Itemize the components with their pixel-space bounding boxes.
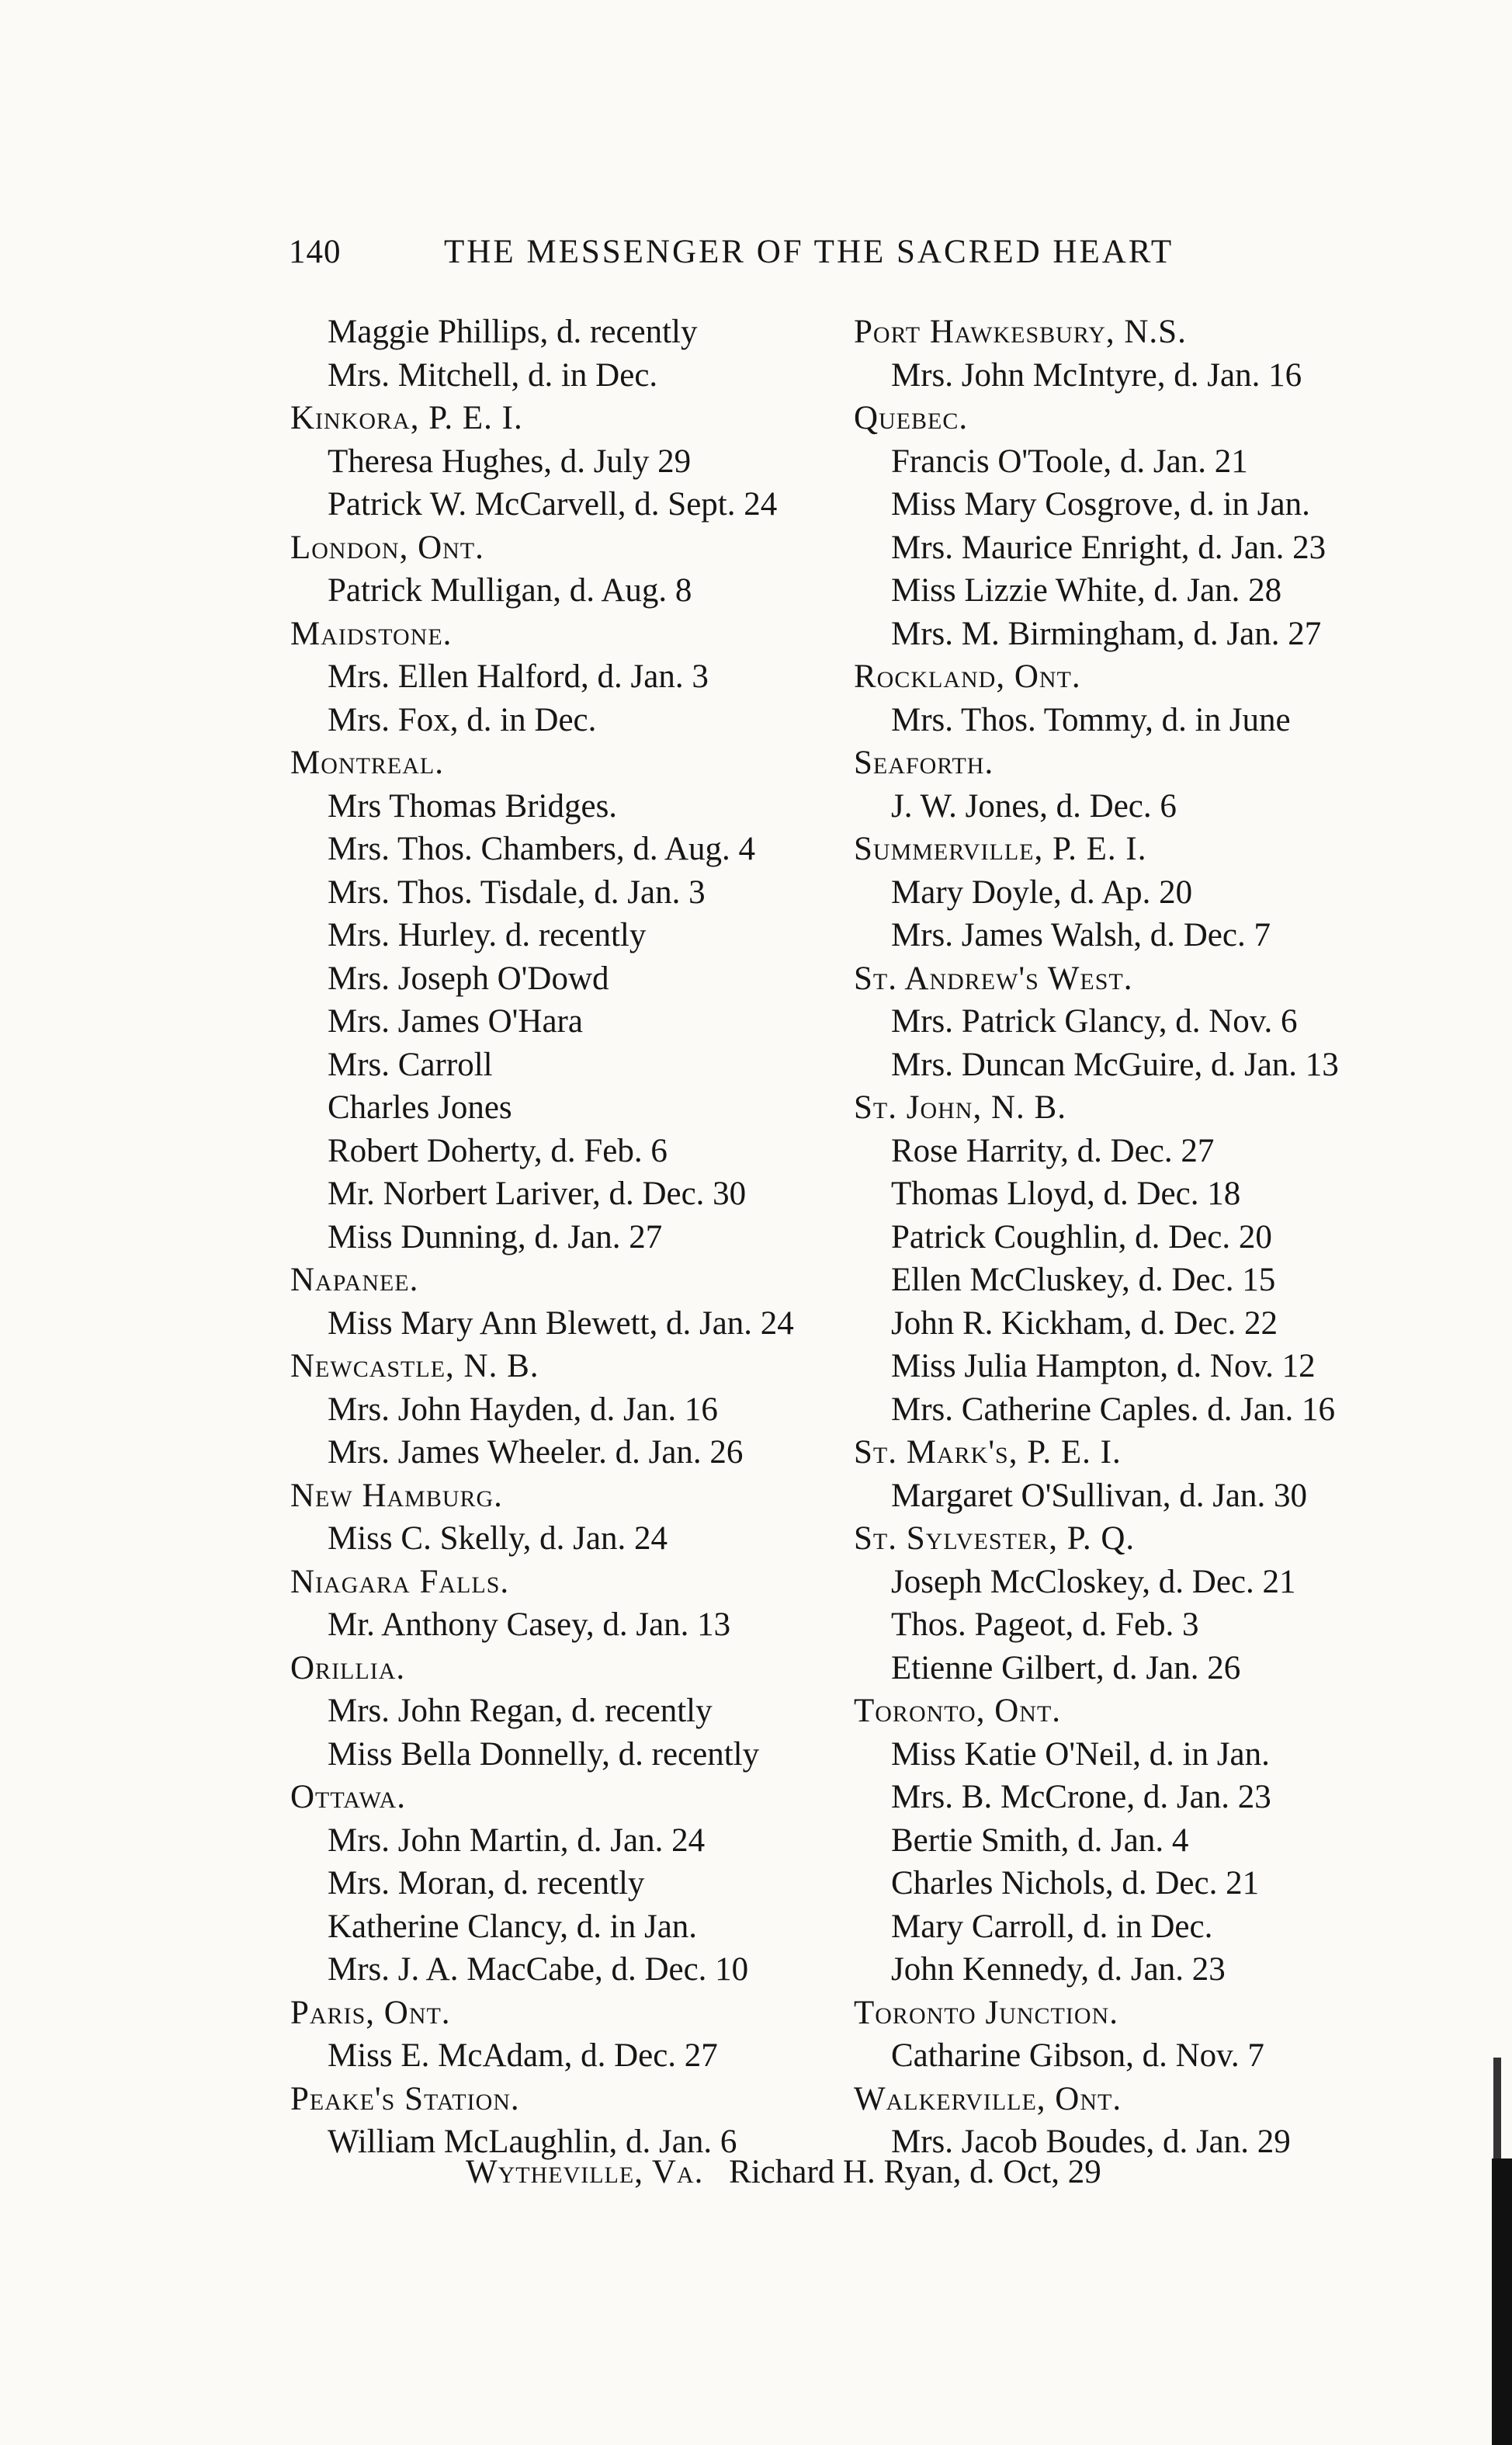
place-heading: Kinkora, P. E. I. bbox=[290, 400, 523, 436]
obituary-entry: Robert Doherty, d. Feb. 6 bbox=[328, 1132, 668, 1169]
obituary-entry: Mrs. Mitchell, d. in Dec. bbox=[328, 356, 658, 394]
place-heading: Toronto, Ont. bbox=[854, 1693, 1062, 1729]
obituary-entry: Thos. Pageot, d. Feb. 3 bbox=[891, 1606, 1199, 1643]
obituary-entry: Mr. Norbert Lariver, d. Dec. 30 bbox=[328, 1176, 747, 1212]
obituary-entry: J. W. Jones, d. Dec. 6 bbox=[891, 787, 1177, 825]
obituary-entry: Mrs. James O'Hara bbox=[328, 1003, 583, 1040]
obituary-entry: Miss E. McAdam, d. Dec. 27 bbox=[328, 2037, 718, 2074]
right-column bbox=[854, 311, 1444, 2164]
obituary-entry: Mary Doyle, d. Ap. 20 bbox=[891, 873, 1193, 911]
footer-entry-text: Richard H. Ryan, d. Oct, 29 bbox=[729, 2154, 1101, 2190]
place-heading: Newcastle, N. B. bbox=[290, 1348, 539, 1384]
obituary-entry: Bertie Smith, d. Jan. 4 bbox=[891, 1822, 1189, 1859]
place-heading: St. Mark's, P. E. I. bbox=[854, 1434, 1122, 1471]
obituary-entry: Mrs. James Walsh, d. Dec. 7 bbox=[891, 917, 1271, 953]
obituary-entry: Maggie Phillips, d. recently bbox=[328, 314, 698, 350]
obituary-entry: Mrs. Jacob Boudes, d. Jan. 29 bbox=[891, 2124, 1291, 2160]
obituary-entry: Mrs. Moran, d. recently bbox=[328, 1865, 645, 1901]
place-heading: St. Sylvester, P. Q. bbox=[854, 1520, 1136, 1557]
obituary-entry: Joseph McCloskey, d. Dec. 21 bbox=[891, 1563, 1296, 1600]
obituary-entry: Katherine Clancy, d. in Jan. bbox=[328, 1908, 698, 1945]
obituary-entry: Margaret O'Sullivan, d. Jan. 30 bbox=[891, 1477, 1308, 1514]
place-heading: Peake's Station. bbox=[290, 2080, 520, 2117]
obituary-entry: Miss Lizzie White, d. Jan. 28 bbox=[891, 572, 1282, 609]
obituary-entry: Charles Nichols, d. Dec. 21 bbox=[891, 1865, 1260, 1901]
page-edge-shadow bbox=[1492, 2158, 1512, 2445]
place-heading: Summerville, P. E. I. bbox=[854, 831, 1147, 867]
obituary-entry: Miss Katie O'Neil, d. in Jan. bbox=[891, 1735, 1270, 1773]
obituary-entry: Miss Dunning, d. Jan. 27 bbox=[328, 1218, 663, 1255]
obituary-entry: Miss Mary Cosgrove, d. in Jan. bbox=[891, 486, 1310, 523]
obituary-entry: Mrs. Patrick Glancy, d. Nov. 6 bbox=[891, 1003, 1298, 1040]
obituary-entry: Mary Carroll, d. in Dec. bbox=[891, 1908, 1213, 1945]
place-heading: Seaforth. bbox=[854, 745, 994, 781]
obituary-entry: Miss C. Skelly, d. Jan. 24 bbox=[328, 1520, 668, 1557]
place-heading: Port Hawkesbury, N.S. bbox=[854, 314, 1187, 350]
place-heading: Rockland, Ont. bbox=[854, 658, 1081, 695]
obituary-entry: Mrs. James Wheeler. d. Jan. 26 bbox=[328, 1434, 744, 1471]
obituary-entry: Mrs. Catherine Caples. d. Jan. 16 bbox=[891, 1391, 1336, 1428]
running-head: THE MESSENGER OF THE SACRED HEART bbox=[444, 234, 1174, 270]
obituary-entry: Mrs. J. A. MacCabe, d. Dec. 10 bbox=[328, 1951, 749, 1988]
obituary-entry: Mrs. John Hayden, d. Jan. 16 bbox=[328, 1391, 718, 1428]
obituary-entry: Mrs. John McIntyre, d. Jan. 16 bbox=[891, 356, 1302, 394]
place-heading: Ottawa. bbox=[290, 1779, 406, 1815]
place-heading: Walkerville, Ont. bbox=[854, 2080, 1122, 2117]
obituary-entry: Francis O'Toole, d. Jan. 21 bbox=[891, 443, 1248, 480]
obituary-entry: Miss Julia Hampton, d. Nov. 12 bbox=[891, 1348, 1316, 1384]
obituary-entry: Mrs. Thos. Chambers, d. Aug. 4 bbox=[328, 831, 756, 867]
page-edge-shadow bbox=[1493, 2058, 1501, 2158]
obituary-entry: Mrs. Joseph O'Dowd bbox=[328, 960, 609, 997]
obituary-entry: Miss Bella Donnelly, d. recently bbox=[328, 1735, 760, 1773]
page-header bbox=[289, 233, 1329, 280]
obituary-entry: Mrs. Maurice Enright, d. Jan. 23 bbox=[891, 529, 1326, 566]
obituary-entry: Catharine Gibson, d. Nov. 7 bbox=[891, 2037, 1264, 2074]
obituary-entry: Mr. Anthony Casey, d. Jan. 13 bbox=[328, 1606, 731, 1643]
place-heading: London, Ont. bbox=[290, 529, 484, 566]
obituary-entry: Theresa Hughes, d. July 29 bbox=[328, 443, 692, 480]
obituary-entry: Mrs. Hurley. d. recently bbox=[328, 917, 647, 953]
obituary-entry: Mrs. Duncan McGuire, d. Jan. 13 bbox=[891, 1046, 1339, 1083]
footer-place: Wytheville, Va. bbox=[466, 2154, 704, 2190]
obituary-entry: Etienne Gilbert, d. Jan. 26 bbox=[891, 1649, 1241, 1686]
obituary-entry: Rose Harrity, d. Dec. 27 bbox=[891, 1132, 1215, 1169]
place-heading: Napanee. bbox=[290, 1262, 419, 1298]
obituary-entry: Ellen McCluskey, d. Dec. 15 bbox=[891, 1262, 1276, 1298]
place-heading: Niagara Falls. bbox=[290, 1563, 510, 1600]
obituary-entry: Thomas Lloyd, d. Dec. 18 bbox=[891, 1176, 1241, 1212]
place-heading: Paris, Ont. bbox=[290, 1994, 451, 2031]
obituary-entry: Mrs. Ellen Halford, d. Jan. 3 bbox=[328, 658, 709, 695]
obituary-entry: Mrs. Fox, d. in Dec. bbox=[328, 701, 597, 738]
place-heading: Maidstone. bbox=[290, 615, 453, 652]
place-heading: Orillia. bbox=[290, 1649, 406, 1686]
obituary-entry: Patrick W. McCarvell, d. Sept. 24 bbox=[328, 486, 778, 523]
obituary-entry: Mrs. Thos. Tisdale, d. Jan. 3 bbox=[328, 873, 706, 911]
page-number: 140 bbox=[289, 234, 342, 270]
obituary-entry: John Kennedy, d. Jan. 23 bbox=[891, 1951, 1226, 1988]
place-heading: Toronto Junction. bbox=[854, 1994, 1118, 2031]
obituary-entry: Patrick Mulligan, d. Aug. 8 bbox=[328, 572, 692, 609]
place-heading: Quebec. bbox=[854, 400, 969, 436]
left-column bbox=[290, 311, 880, 2164]
place-heading: Montreal. bbox=[290, 745, 444, 781]
place-heading: St. John, N. B. bbox=[854, 1089, 1066, 1126]
obituary-entry: Mrs. M. Birmingham, d. Jan. 27 bbox=[891, 615, 1322, 652]
obituary-entry: Mrs. Thos. Tommy, d. in June bbox=[891, 701, 1291, 738]
place-heading: St. Andrew's West. bbox=[854, 960, 1133, 997]
obituary-entry: Charles Jones bbox=[328, 1089, 512, 1126]
obituary-entry: Mrs. B. McCrone, d. Jan. 23 bbox=[891, 1779, 1271, 1815]
obituary-entry: William McLaughlin, d. Jan. 6 bbox=[328, 2124, 737, 2160]
obituary-entry: Mrs. John Regan, d. recently bbox=[328, 1693, 713, 1729]
obituary-entry: Mrs. Carroll bbox=[328, 1046, 493, 1083]
place-heading: New Hamburg. bbox=[290, 1477, 503, 1514]
obituary-entry: John R. Kickham, d. Dec. 22 bbox=[891, 1304, 1278, 1342]
obituary-entry: Mrs Thomas Bridges. bbox=[328, 787, 618, 825]
footer-entry bbox=[466, 2151, 1101, 2193]
obituary-entry: Patrick Coughlin, d. Dec. 20 bbox=[891, 1218, 1272, 1255]
obituary-entry: Miss Mary Ann Blewett, d. Jan. 24 bbox=[328, 1304, 794, 1342]
obituary-entry: Mrs. John Martin, d. Jan. 24 bbox=[328, 1822, 706, 1859]
